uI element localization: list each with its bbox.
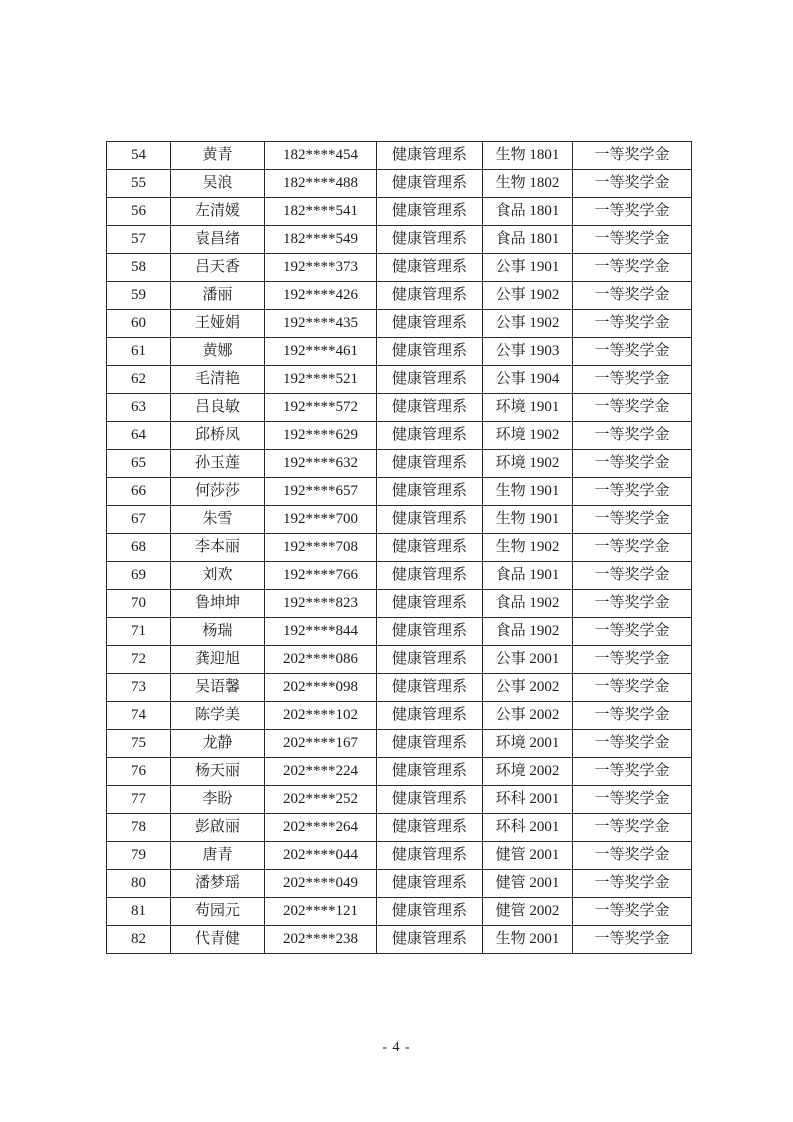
table-row <box>107 394 692 422</box>
cell-serial-number: 54 <box>107 142 171 170</box>
cell-student-name: 陈学美 <box>171 702 265 730</box>
cell-award: 一等奖学金 <box>573 338 692 366</box>
cell-award: 一等奖学金 <box>573 478 692 506</box>
cell-serial-number: 80 <box>107 870 171 898</box>
cell-award: 一等奖学金 <box>573 562 692 590</box>
cell-award: 一等奖学金 <box>573 310 692 338</box>
cell-student-id: 192****629 <box>265 422 377 450</box>
cell-class: 生物 1801 <box>483 142 573 170</box>
cell-serial-number: 55 <box>107 170 171 198</box>
table-row <box>107 338 692 366</box>
table-row <box>107 730 692 758</box>
cell-serial-number: 68 <box>107 534 171 562</box>
table-row <box>107 758 692 786</box>
cell-student-name: 鲁坤坤 <box>171 590 265 618</box>
cell-serial-number: 75 <box>107 730 171 758</box>
cell-student-name: 黄青 <box>171 142 265 170</box>
cell-serial-number: 65 <box>107 450 171 478</box>
cell-class: 环境 2002 <box>483 758 573 786</box>
cell-class: 环境 1901 <box>483 394 573 422</box>
cell-award: 一等奖学金 <box>573 842 692 870</box>
cell-award: 一等奖学金 <box>573 366 692 394</box>
cell-student-id: 202****167 <box>265 730 377 758</box>
cell-class: 公事 1902 <box>483 310 573 338</box>
cell-serial-number: 63 <box>107 394 171 422</box>
cell-student-name: 潘梦瑶 <box>171 870 265 898</box>
cell-serial-number: 72 <box>107 646 171 674</box>
cell-serial-number: 78 <box>107 814 171 842</box>
cell-award: 一等奖学金 <box>573 226 692 254</box>
cell-award: 一等奖学金 <box>573 422 692 450</box>
cell-class: 环科 2001 <box>483 814 573 842</box>
cell-award: 一等奖学金 <box>573 506 692 534</box>
cell-student-name: 吕天香 <box>171 254 265 282</box>
cell-class: 公事 2001 <box>483 646 573 674</box>
cell-department: 健康管理系 <box>377 758 483 786</box>
cell-class: 食品 1901 <box>483 562 573 590</box>
cell-department: 健康管理系 <box>377 198 483 226</box>
cell-student-name: 吴语馨 <box>171 674 265 702</box>
cell-student-name: 彭啟丽 <box>171 814 265 842</box>
cell-department: 健康管理系 <box>377 730 483 758</box>
cell-serial-number: 69 <box>107 562 171 590</box>
cell-department: 健康管理系 <box>377 534 483 562</box>
cell-serial-number: 61 <box>107 338 171 366</box>
table-row <box>107 282 692 310</box>
cell-award: 一等奖学金 <box>573 590 692 618</box>
cell-serial-number: 57 <box>107 226 171 254</box>
cell-serial-number: 74 <box>107 702 171 730</box>
cell-serial-number: 59 <box>107 282 171 310</box>
cell-serial-number: 73 <box>107 674 171 702</box>
cell-award: 一等奖学金 <box>573 394 692 422</box>
cell-serial-number: 56 <box>107 198 171 226</box>
cell-student-name: 何莎莎 <box>171 478 265 506</box>
cell-serial-number: 67 <box>107 506 171 534</box>
cell-student-name: 代青健 <box>171 926 265 954</box>
cell-department: 健康管理系 <box>377 898 483 926</box>
cell-student-id: 192****766 <box>265 562 377 590</box>
cell-student-name: 吕良敏 <box>171 394 265 422</box>
cell-student-name: 唐青 <box>171 842 265 870</box>
cell-class: 食品 1801 <box>483 198 573 226</box>
table-row <box>107 534 692 562</box>
cell-student-id: 192****657 <box>265 478 377 506</box>
cell-department: 健康管理系 <box>377 562 483 590</box>
cell-student-name: 杨天丽 <box>171 758 265 786</box>
cell-class: 公事 1901 <box>483 254 573 282</box>
cell-serial-number: 81 <box>107 898 171 926</box>
cell-department: 健康管理系 <box>377 338 483 366</box>
cell-department: 健康管理系 <box>377 226 483 254</box>
cell-class: 健管 2002 <box>483 898 573 926</box>
cell-student-id: 182****454 <box>265 142 377 170</box>
cell-class: 生物 2001 <box>483 926 573 954</box>
cell-department: 健康管理系 <box>377 394 483 422</box>
cell-serial-number: 77 <box>107 786 171 814</box>
cell-student-id: 192****823 <box>265 590 377 618</box>
cell-student-id: 192****435 <box>265 310 377 338</box>
table-row <box>107 478 692 506</box>
cell-award: 一等奖学金 <box>573 702 692 730</box>
cell-student-name: 王娅娟 <box>171 310 265 338</box>
table-row <box>107 226 692 254</box>
scholarship-table <box>106 141 692 954</box>
table-row <box>107 842 692 870</box>
cell-award: 一等奖学金 <box>573 170 692 198</box>
cell-award: 一等奖学金 <box>573 450 692 478</box>
cell-class: 生物 1902 <box>483 534 573 562</box>
cell-department: 健康管理系 <box>377 142 483 170</box>
cell-award: 一等奖学金 <box>573 198 692 226</box>
cell-student-id: 192****461 <box>265 338 377 366</box>
cell-class: 食品 1902 <box>483 590 573 618</box>
cell-student-name: 潘丽 <box>171 282 265 310</box>
cell-student-id: 182****488 <box>265 170 377 198</box>
cell-class: 生物 1901 <box>483 478 573 506</box>
cell-award: 一等奖学金 <box>573 758 692 786</box>
cell-serial-number: 70 <box>107 590 171 618</box>
cell-class: 公事 1902 <box>483 282 573 310</box>
cell-class: 环科 2001 <box>483 786 573 814</box>
cell-student-id: 182****549 <box>265 226 377 254</box>
cell-department: 健康管理系 <box>377 674 483 702</box>
cell-student-name: 吴浪 <box>171 170 265 198</box>
table-row <box>107 786 692 814</box>
cell-class: 环境 1902 <box>483 422 573 450</box>
cell-student-id: 202****264 <box>265 814 377 842</box>
table-row <box>107 870 692 898</box>
table-row <box>107 450 692 478</box>
cell-department: 健康管理系 <box>377 786 483 814</box>
cell-student-id: 192****844 <box>265 618 377 646</box>
cell-student-name: 邱桥凤 <box>171 422 265 450</box>
cell-department: 健康管理系 <box>377 702 483 730</box>
cell-department: 健康管理系 <box>377 366 483 394</box>
cell-department: 健康管理系 <box>377 422 483 450</box>
cell-class: 公事 1904 <box>483 366 573 394</box>
cell-award: 一等奖学金 <box>573 534 692 562</box>
cell-serial-number: 76 <box>107 758 171 786</box>
cell-student-id: 192****632 <box>265 450 377 478</box>
table-row <box>107 814 692 842</box>
cell-student-name: 李盼 <box>171 786 265 814</box>
cell-serial-number: 58 <box>107 254 171 282</box>
cell-student-name: 孙玉莲 <box>171 450 265 478</box>
cell-student-id: 202****044 <box>265 842 377 870</box>
table-row <box>107 310 692 338</box>
cell-student-name: 刘欢 <box>171 562 265 590</box>
cell-student-id: 202****098 <box>265 674 377 702</box>
cell-department: 健康管理系 <box>377 282 483 310</box>
cell-department: 健康管理系 <box>377 842 483 870</box>
cell-award: 一等奖学金 <box>573 674 692 702</box>
cell-class: 食品 1902 <box>483 618 573 646</box>
page-number: - 4 - <box>382 1040 411 1055</box>
cell-serial-number: 71 <box>107 618 171 646</box>
cell-class: 公事 2002 <box>483 674 573 702</box>
cell-department: 健康管理系 <box>377 870 483 898</box>
cell-student-id: 182****541 <box>265 198 377 226</box>
cell-student-name: 龙静 <box>171 730 265 758</box>
table-row <box>107 506 692 534</box>
table-row <box>107 254 692 282</box>
cell-class: 公事 2002 <box>483 702 573 730</box>
cell-student-id: 202****102 <box>265 702 377 730</box>
cell-award: 一等奖学金 <box>573 618 692 646</box>
cell-award: 一等奖学金 <box>573 282 692 310</box>
cell-student-name: 朱雪 <box>171 506 265 534</box>
table-row <box>107 702 692 730</box>
cell-serial-number: 79 <box>107 842 171 870</box>
cell-class: 食品 1801 <box>483 226 573 254</box>
table-row <box>107 674 692 702</box>
table-row <box>107 562 692 590</box>
table-row <box>107 590 692 618</box>
cell-serial-number: 82 <box>107 926 171 954</box>
table-row <box>107 170 692 198</box>
cell-award: 一等奖学金 <box>573 898 692 926</box>
cell-class: 健管 2001 <box>483 842 573 870</box>
cell-student-id: 192****572 <box>265 394 377 422</box>
cell-student-id: 192****521 <box>265 366 377 394</box>
cell-student-id: 202****224 <box>265 758 377 786</box>
table-row <box>107 422 692 450</box>
cell-department: 健康管理系 <box>377 590 483 618</box>
cell-class: 健管 2001 <box>483 870 573 898</box>
table-row <box>107 926 692 954</box>
cell-serial-number: 66 <box>107 478 171 506</box>
table-row <box>107 198 692 226</box>
table-row <box>107 618 692 646</box>
cell-award: 一等奖学金 <box>573 142 692 170</box>
cell-department: 健康管理系 <box>377 618 483 646</box>
cell-student-id: 192****426 <box>265 282 377 310</box>
cell-class: 生物 1901 <box>483 506 573 534</box>
cell-award: 一等奖学金 <box>573 870 692 898</box>
cell-award: 一等奖学金 <box>573 786 692 814</box>
cell-student-id: 202****086 <box>265 646 377 674</box>
cell-class: 环境 1902 <box>483 450 573 478</box>
cell-student-id: 192****708 <box>265 534 377 562</box>
cell-student-name: 毛清艳 <box>171 366 265 394</box>
cell-department: 健康管理系 <box>377 170 483 198</box>
table-row <box>107 646 692 674</box>
cell-student-id: 202****121 <box>265 898 377 926</box>
cell-class: 生物 1802 <box>483 170 573 198</box>
cell-department: 健康管理系 <box>377 254 483 282</box>
cell-serial-number: 62 <box>107 366 171 394</box>
cell-student-name: 袁昌绪 <box>171 226 265 254</box>
cell-student-id: 192****373 <box>265 254 377 282</box>
cell-department: 健康管理系 <box>377 450 483 478</box>
cell-student-id: 202****238 <box>265 926 377 954</box>
cell-student-name: 李本丽 <box>171 534 265 562</box>
cell-department: 健康管理系 <box>377 926 483 954</box>
cell-department: 健康管理系 <box>377 310 483 338</box>
scholarship-table-body <box>107 142 692 954</box>
cell-department: 健康管理系 <box>377 506 483 534</box>
cell-award: 一等奖学金 <box>573 646 692 674</box>
cell-department: 健康管理系 <box>377 646 483 674</box>
cell-department: 健康管理系 <box>377 814 483 842</box>
cell-serial-number: 60 <box>107 310 171 338</box>
cell-award: 一等奖学金 <box>573 730 692 758</box>
cell-student-id: 192****700 <box>265 506 377 534</box>
cell-award: 一等奖学金 <box>573 254 692 282</box>
cell-award: 一等奖学金 <box>573 814 692 842</box>
cell-class: 环境 2001 <box>483 730 573 758</box>
table-row <box>107 898 692 926</box>
cell-award: 一等奖学金 <box>573 926 692 954</box>
table-row <box>107 142 692 170</box>
cell-student-name: 杨瑞 <box>171 618 265 646</box>
cell-student-id: 202****252 <box>265 786 377 814</box>
cell-serial-number: 64 <box>107 422 171 450</box>
cell-student-id: 202****049 <box>265 870 377 898</box>
cell-class: 公事 1903 <box>483 338 573 366</box>
cell-student-name: 苟园元 <box>171 898 265 926</box>
cell-student-name: 龚迎旭 <box>171 646 265 674</box>
cell-student-name: 左清媛 <box>171 198 265 226</box>
table-row <box>107 366 692 394</box>
cell-department: 健康管理系 <box>377 478 483 506</box>
cell-student-name: 黄娜 <box>171 338 265 366</box>
